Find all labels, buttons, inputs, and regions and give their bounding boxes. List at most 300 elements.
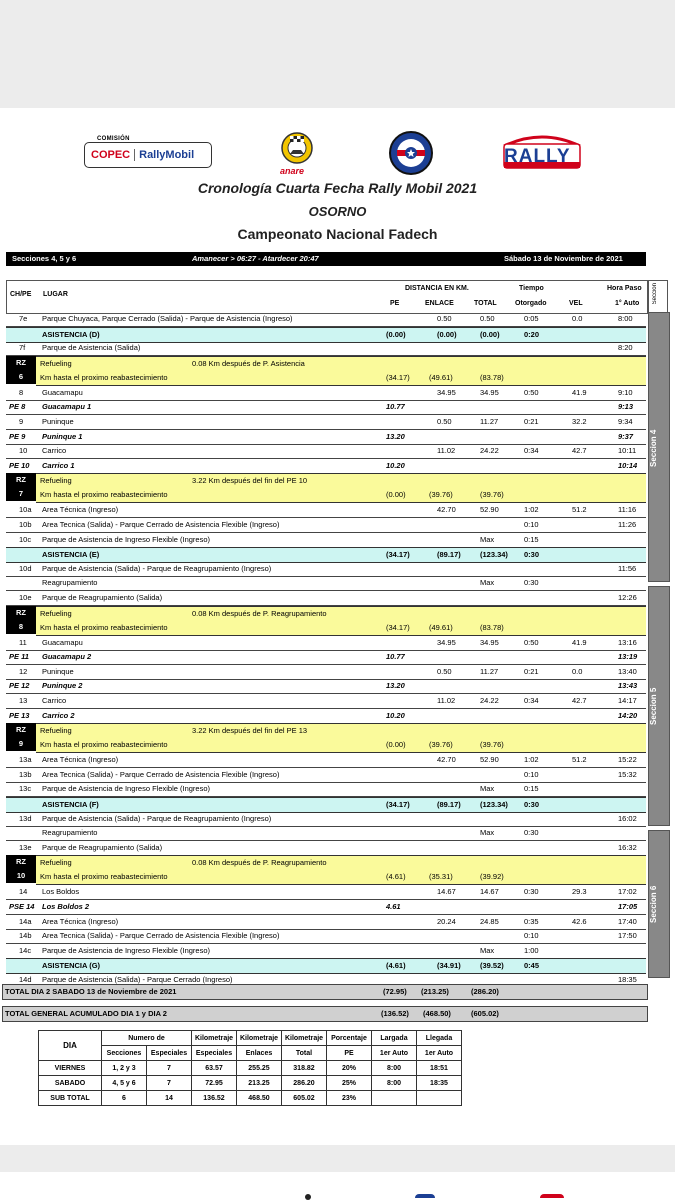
refueling-enlace: (35.31) (429, 872, 453, 882)
col-vel: VEL (569, 300, 583, 307)
summary-llegada (417, 1091, 462, 1106)
refueling-total: (39.92) (480, 872, 504, 882)
cell-total: 34.95 (480, 387, 499, 397)
refueling-km-label: Km hasta el proximo reabastecimiento (40, 372, 168, 382)
rz-number: 9 (18, 739, 24, 749)
refuel-zone-badge (6, 473, 36, 501)
summary-table (38, 1030, 462, 1106)
cell-vel: 0.0 (572, 314, 583, 323)
schedule-row (6, 812, 646, 827)
cell-total: 11.27 (480, 417, 499, 426)
cell-chpe: 13c (19, 784, 32, 794)
refueling-enlace: (49.61) (429, 622, 453, 632)
cell-chpe: 14d (19, 975, 32, 984)
refueling-total: (83.78) (480, 372, 504, 382)
schedule-row (6, 636, 646, 651)
section-6-label: Seccion 6 (649, 885, 658, 923)
summary-largada (372, 1091, 417, 1106)
schedule-row (6, 753, 646, 768)
cell-lugar: Carrico 1 (42, 460, 75, 470)
cell-enlace: 0.50 (437, 417, 452, 426)
summary-km-tot: 605.02 (282, 1091, 327, 1106)
refueling-note: 3.22 Km después del fin del PE 13 (192, 726, 308, 736)
cell-hora: 11:26 (618, 520, 637, 529)
next-page-mark (305, 1194, 311, 1200)
schedule-row (6, 929, 646, 944)
cell-vel: 29.3 (572, 887, 587, 897)
refuel-zone-badge (6, 356, 36, 384)
rz-label: RZ (16, 725, 26, 735)
cell-hora: 13:40 (618, 666, 637, 676)
cell-tiempo: 0:30 (524, 887, 539, 897)
cell-chpe: 10a (19, 505, 32, 515)
summary-head-largada: Largada (372, 1031, 417, 1046)
rallymobil-logo-text: RallyMobil (134, 149, 194, 161)
fadech-logo (388, 130, 434, 176)
cell-chpe: PE 8 (9, 402, 26, 412)
refueling-label: Refueling (40, 608, 72, 618)
cell-chpe: 9 (19, 417, 24, 426)
summary-km-enl: 468.50 (237, 1091, 282, 1106)
cell-total: 14.67 (480, 887, 499, 897)
cell-total: (0.00) (480, 329, 500, 339)
summary-head-especiales: Especiales (147, 1046, 192, 1061)
fadech-emblem-icon (388, 130, 434, 176)
cell-hora: 10:14 (618, 460, 638, 470)
cell-total: 11.27 (480, 666, 499, 676)
cell-pe: 4.61 (386, 902, 401, 911)
rz-number: 10 (16, 871, 26, 881)
refueling-label: Refueling (40, 858, 72, 868)
schedule-row (6, 591, 646, 606)
cell-hora: 9:37 (618, 431, 634, 441)
cell-chpe: 7e (19, 314, 28, 323)
cell-total: Max (480, 945, 495, 955)
cell-hora: 12:26 (618, 593, 637, 602)
schedule-row (6, 782, 646, 797)
total-dia-2-label: TOTAL DIA 2 SABADO 13 de Noviembre de 2021 (5, 987, 177, 996)
cell-lugar: Puninque 2 (42, 681, 83, 691)
refueling-total: (39.76) (480, 490, 504, 500)
cell-lugar: Guacamapu 2 (42, 652, 92, 662)
anare-emblem-icon (276, 130, 318, 166)
cell-chpe: 12 (19, 666, 28, 676)
rz-number: 7 (18, 489, 24, 499)
section-6-bar (648, 830, 670, 978)
refueling-label: Refueling (40, 358, 72, 368)
refueling-enlace: (39.76) (429, 490, 453, 500)
cell-pe: (4.61) (386, 961, 406, 971)
cell-pe: 10.77 (386, 402, 405, 412)
cell-tiempo: 0:10 (524, 520, 539, 529)
cell-lugar: Parque Chuyaca, Parque Cerrado (Salida) - Parque de Asistencia (Ingreso) (42, 314, 293, 323)
col-lugar: LUGAR (43, 291, 68, 298)
cell-tiempo: 0:35 (524, 916, 539, 926)
rz-number: 6 (18, 371, 24, 381)
rz-number: 8 (18, 621, 24, 631)
copec-logo-text: COPEC (91, 149, 131, 161)
summary-head-largada-sub: 1er Auto (372, 1046, 417, 1061)
cell-enlace: 11.02 (437, 446, 456, 456)
cell-chpe: 10d (19, 563, 32, 573)
cell-hora: 16:32 (618, 842, 637, 852)
cell-chpe: PE 10 (9, 460, 30, 470)
cell-lugar: Los Boldos (42, 887, 80, 897)
schedule-row (6, 518, 646, 533)
cell-lugar: Area Técnica (Ingreso) (42, 916, 119, 926)
refueling-enlace: (49.61) (429, 372, 453, 382)
col-otorgado: Otorgado (515, 300, 547, 307)
summary-largada: 8:00 (372, 1076, 417, 1091)
cell-total: 34.95 (480, 637, 499, 647)
cell-chpe: PE 12 (9, 681, 30, 691)
cell-total: 0.50 (480, 314, 495, 323)
summary-pct: 25% (327, 1076, 372, 1091)
column-header (6, 280, 648, 314)
cell-chpe: PE 9 (9, 431, 26, 441)
refueling-row (36, 606, 646, 636)
schedule-row (6, 885, 646, 900)
section-4-bar (648, 312, 670, 582)
cell-total: Max (480, 534, 495, 544)
cell-tiempo: 0:50 (524, 387, 539, 397)
col-pe: PE (390, 300, 400, 307)
cell-chpe: 13e (19, 842, 32, 852)
cell-tiempo: 0:30 (524, 800, 540, 809)
next-page-mark (415, 1194, 435, 1198)
cell-vel: 41.9 (572, 637, 587, 647)
summary-km-esp: 136.52 (192, 1091, 237, 1106)
special-stage-row (6, 400, 646, 415)
cell-hora: 11:56 (618, 563, 637, 573)
copec-logo-box (84, 142, 212, 168)
summary-row (39, 1076, 462, 1091)
summary-head-dia: DIA (39, 1031, 102, 1061)
summary-head-km-esp-sub: Especiales (192, 1046, 237, 1061)
cell-total: (123.34) (480, 550, 508, 560)
summary-km-esp: 72.95 (192, 1076, 237, 1091)
summary-llegada: 18:51 (417, 1061, 462, 1076)
cell-vel: 51.2 (572, 505, 587, 515)
cell-total: (39.52) (480, 961, 504, 971)
cell-enlace: 11.02 (437, 696, 456, 705)
cell-chpe: 13b (19, 769, 32, 779)
cell-vel: 42.7 (572, 446, 587, 456)
cell-lugar: Parque de Asistencia (Salida) (42, 343, 141, 353)
cell-tiempo: 0:30 (524, 828, 539, 838)
rally-logo (500, 132, 584, 172)
next-page-mark (540, 1194, 564, 1198)
cell-tiempo: 0:45 (524, 961, 540, 971)
cell-enlace: 20.24 (437, 916, 456, 926)
section-5-label: Seccion 5 (649, 687, 658, 725)
cell-enlace: (89.17) (437, 550, 461, 560)
summary-dia: SUB TOTAL (39, 1091, 102, 1106)
schedule-row (6, 768, 646, 783)
refueling-row (36, 855, 646, 885)
schedule-row (6, 915, 646, 930)
cell-hora: 16:02 (618, 813, 637, 823)
refueling-row (36, 723, 646, 753)
cell-lugar: Parque de Asistencia de Ingreso Flexible (Ingreso) (42, 784, 211, 794)
cell-lugar: Carrico 2 (42, 710, 75, 720)
copec-rallymobil-logo (84, 136, 212, 170)
cell-vel: 32.2 (572, 417, 587, 426)
col-chpe: CH/PE (10, 291, 32, 298)
summary-pct: 23% (327, 1091, 372, 1106)
cell-hora: 17:02 (618, 887, 637, 897)
total-general-pe: (136.52) (381, 1009, 409, 1018)
refueling-pe: (34.17) (386, 372, 410, 382)
cell-hora: 15:22 (618, 755, 637, 765)
cell-total: 24.22 (480, 696, 499, 705)
cell-pe: (34.17) (386, 800, 410, 809)
assistance-row (6, 958, 646, 974)
total-general-label: TOTAL GENERAL ACUMULADO DIA 1 y DIA 2 (5, 1009, 167, 1018)
cell-lugar: Area Tecnica (Salida) - Parque Cerrado de Asistencia Flexible (Ingreso) (42, 520, 280, 529)
cell-lugar: Puninque (42, 666, 74, 676)
info-bar (6, 252, 646, 266)
cell-tiempo: 0:30 (524, 578, 539, 588)
total-general-bar (2, 1006, 648, 1022)
cell-chpe: 13a (19, 755, 32, 765)
assistance-row (6, 797, 646, 813)
cell-chpe: 14 (19, 887, 28, 897)
cell-pe: 10.20 (386, 710, 405, 720)
cell-lugar: Area Técnica (Ingreso) (42, 505, 119, 515)
summary-head-km-tot-sub: Total (282, 1046, 327, 1061)
refueling-label: Refueling (40, 726, 72, 736)
cell-hora: 17:05 (618, 902, 638, 911)
cell-tiempo: 0:21 (524, 666, 539, 676)
rz-label: RZ (16, 607, 26, 617)
cell-tiempo: 0:34 (524, 696, 539, 705)
cell-lugar: Guacamapu 1 (42, 402, 92, 412)
refueling-note: 0.08 Km después de P. Reagrupamiento (192, 858, 327, 868)
col-tiempo: Tiempo (519, 285, 544, 292)
sections-label: Secciones 4, 5 y 6 (12, 254, 77, 263)
cell-pe: 13.20 (386, 681, 405, 691)
summary-especiales: 14 (147, 1091, 192, 1106)
cell-chpe: 11 (19, 637, 27, 647)
rz-label: RZ (16, 857, 26, 867)
cell-hora: 9:10 (618, 387, 633, 397)
refueling-km-label: Km hasta el proximo reabastecimiento (40, 740, 168, 750)
cell-lugar: ASISTENCIA (D) (42, 329, 100, 339)
summary-secciones: 1, 2 y 3 (102, 1061, 147, 1076)
cell-tiempo: 0:15 (524, 534, 539, 544)
summary-dia: VIERNES (39, 1061, 102, 1076)
cell-lugar: Reagrupamiento (42, 828, 98, 838)
cell-lugar: Reagrupamiento (42, 578, 98, 588)
col-seccion-label: Seccion (652, 283, 658, 305)
schedule-sheet (0, 108, 675, 1145)
cell-chpe: PE 11 (9, 652, 29, 662)
cell-lugar: ASISTENCIA (E) (42, 550, 100, 560)
summary-head-llegada-sub: 1er Auto (417, 1046, 462, 1061)
cell-lugar: Parque de Asistencia de Ingreso Flexible (Ingreso) (42, 945, 211, 955)
summary-especiales: 7 (147, 1076, 192, 1091)
refueling-pe: (34.17) (386, 622, 410, 632)
summary-head-km-enl: Kilometraje (237, 1031, 282, 1046)
schedule-row (6, 826, 646, 841)
schedule-row (6, 386, 646, 401)
refueling-pe: (0.00) (386, 740, 406, 750)
special-stage-row (6, 709, 646, 724)
total-general-enlace: (468.50) (423, 1009, 451, 1018)
summary-km-enl: 213.25 (237, 1076, 282, 1091)
cell-vel: 0.0 (572, 666, 583, 676)
schedule-row (6, 503, 646, 518)
cell-enlace: 34.95 (437, 637, 456, 647)
cell-lugar: ASISTENCIA (F) (42, 800, 99, 809)
cell-chpe: 10e (19, 593, 32, 602)
special-stage-row (6, 650, 646, 665)
cell-enlace: 42.70 (437, 505, 456, 515)
special-stage-row (6, 430, 646, 445)
cell-enlace: (34.91) (437, 961, 461, 971)
cell-lugar: Parque de Asistencia (Salida) - Parque Cerrado (Ingreso) (42, 975, 233, 984)
refueling-row (36, 356, 646, 386)
document-title: Cronología Cuarta Fecha Rally Mobil 2021 (197, 180, 478, 196)
cell-lugar: Puninque 1 (42, 431, 83, 441)
cell-hora: 9:34 (618, 417, 633, 426)
cell-enlace: 34.95 (437, 387, 456, 397)
col-seccion (648, 280, 668, 314)
summary-dia: SABADO (39, 1076, 102, 1091)
schedule-row (6, 576, 646, 591)
schedule-row (6, 444, 646, 459)
cell-hora: 14:20 (618, 710, 638, 720)
summary-km-tot: 318.82 (282, 1061, 327, 1076)
rally-logo-text: RALLY (504, 146, 571, 167)
cell-hora: 13:19 (618, 652, 638, 662)
cell-tiempo: 0:10 (524, 769, 539, 779)
refueling-km-label: Km hasta el proximo reabastecimiento (40, 622, 168, 632)
total-dia-2-enlace: (213.25) (421, 987, 449, 996)
cell-vel: 42.7 (572, 696, 587, 705)
cell-hora: 15:32 (618, 769, 637, 779)
cell-lugar: Parque de Reagrupamiento (Salida) (42, 593, 163, 602)
refuel-zone-badge (6, 723, 36, 751)
cell-lugar: Parque de Asistencia (Salida) - Parque de Reagrupamiento (Ingreso) (42, 563, 272, 573)
col-total: TOTAL (474, 300, 497, 307)
refuel-zone-badge (6, 606, 36, 634)
anare-logo (276, 130, 318, 176)
total-dia-2-total: (286.20) (471, 987, 499, 996)
schedule-row (6, 562, 646, 577)
cell-tiempo: 1:02 (524, 505, 539, 515)
cell-hora: 11:16 (618, 505, 637, 515)
summary-head-numero: Numero de (102, 1031, 192, 1046)
cell-hora: 17:40 (618, 916, 637, 926)
cell-enlace: (89.17) (437, 800, 461, 809)
cell-tiempo: 0:50 (524, 637, 539, 647)
cell-pe: 10.20 (386, 460, 405, 470)
refueling-enlace: (39.76) (429, 740, 453, 750)
cell-tiempo: 1:00 (524, 945, 539, 955)
cell-pe: 13.20 (386, 431, 405, 441)
cell-total: Max (480, 784, 495, 794)
total-dia-2-bar (2, 984, 648, 1000)
schedule-row (6, 841, 646, 856)
cell-total: 24.22 (480, 446, 499, 456)
cell-enlace: 0.50 (437, 666, 452, 676)
cell-tiempo: 0:21 (524, 417, 539, 426)
cell-vel: 41.9 (572, 387, 587, 397)
assistance-row (6, 327, 646, 343)
comision-tag: COMISIÓN (94, 136, 133, 142)
summary-pct: 20% (327, 1061, 372, 1076)
summary-largada: 8:00 (372, 1061, 417, 1076)
cell-chpe: 13 (19, 696, 28, 705)
section-4-label: Seccion 4 (649, 429, 658, 467)
cell-pe: (0.00) (386, 329, 406, 339)
col-hora-paso: Hora Paso (607, 285, 642, 292)
cell-total: 52.90 (480, 505, 499, 515)
cell-chpe: 8 (19, 387, 24, 397)
cell-enlace: 14.67 (437, 887, 456, 897)
cell-enlace: 42.70 (437, 755, 456, 765)
cell-chpe: 14a (19, 916, 32, 926)
refueling-total: (83.78) (480, 622, 504, 632)
cell-chpe: 13d (19, 813, 32, 823)
cell-lugar: Parque de Asistencia (Salida) - Parque de Reagrupamiento (Ingreso) (42, 813, 272, 823)
cell-lugar: Parque de Asistencia de Ingreso Flexible (Ingreso) (42, 534, 211, 544)
cell-total: Max (480, 578, 495, 588)
section-5-bar (648, 586, 670, 826)
cell-hora: 13:43 (618, 681, 638, 691)
championship-title: Campeonato Nacional Fadech (237, 226, 438, 242)
cell-chpe: 14c (19, 945, 32, 955)
rz-label: RZ (16, 357, 26, 367)
cell-lugar: Area Tecnica (Salida) - Parque Cerrado de Asistencia Flexible (Ingreso) (42, 931, 280, 941)
summary-km-enl: 255.25 (237, 1061, 282, 1076)
col-enlace: ENLACE (425, 300, 454, 307)
summary-head-llegada: Llegada (417, 1031, 462, 1046)
cell-hora: 13:16 (618, 637, 637, 647)
total-general-total: (605.02) (471, 1009, 499, 1018)
refueling-row (36, 473, 646, 503)
cell-enlace: 0.50 (437, 314, 452, 323)
anare-logo-text: anare (280, 166, 305, 176)
cell-hora: 9:13 (618, 402, 634, 412)
cell-chpe: 7f (19, 343, 26, 353)
cell-total: (123.34) (480, 800, 508, 809)
refueling-total: (39.76) (480, 740, 504, 750)
cell-tiempo: 0:05 (524, 314, 539, 323)
cell-hora: 18:35 (618, 975, 637, 984)
schedule-row (6, 312, 646, 327)
schedule-row (6, 415, 646, 430)
refueling-note: 0.08 Km después de P. Reagrupamiento (192, 608, 327, 618)
special-stage-row (6, 900, 646, 915)
cell-chpe: PE 13 (9, 710, 30, 720)
special-stage-row (6, 679, 646, 694)
cell-lugar: Los Boldos 2 (42, 902, 90, 911)
refueling-note: 3.22 Km después del fin del PE 10 (192, 476, 308, 486)
cell-lugar: ASISTENCIA (G) (42, 961, 101, 971)
cell-hora: 8:20 (618, 343, 633, 353)
summary-row (39, 1091, 462, 1106)
cell-total: Max (480, 828, 495, 838)
summary-head-pct-sub: PE (327, 1046, 372, 1061)
cell-chpe: PSE 14 (9, 902, 35, 911)
cell-vel: 42.6 (572, 916, 587, 926)
summary-secciones: 6 (102, 1091, 147, 1106)
schedule-row (6, 533, 646, 548)
summary-km-esp: 63.57 (192, 1061, 237, 1076)
